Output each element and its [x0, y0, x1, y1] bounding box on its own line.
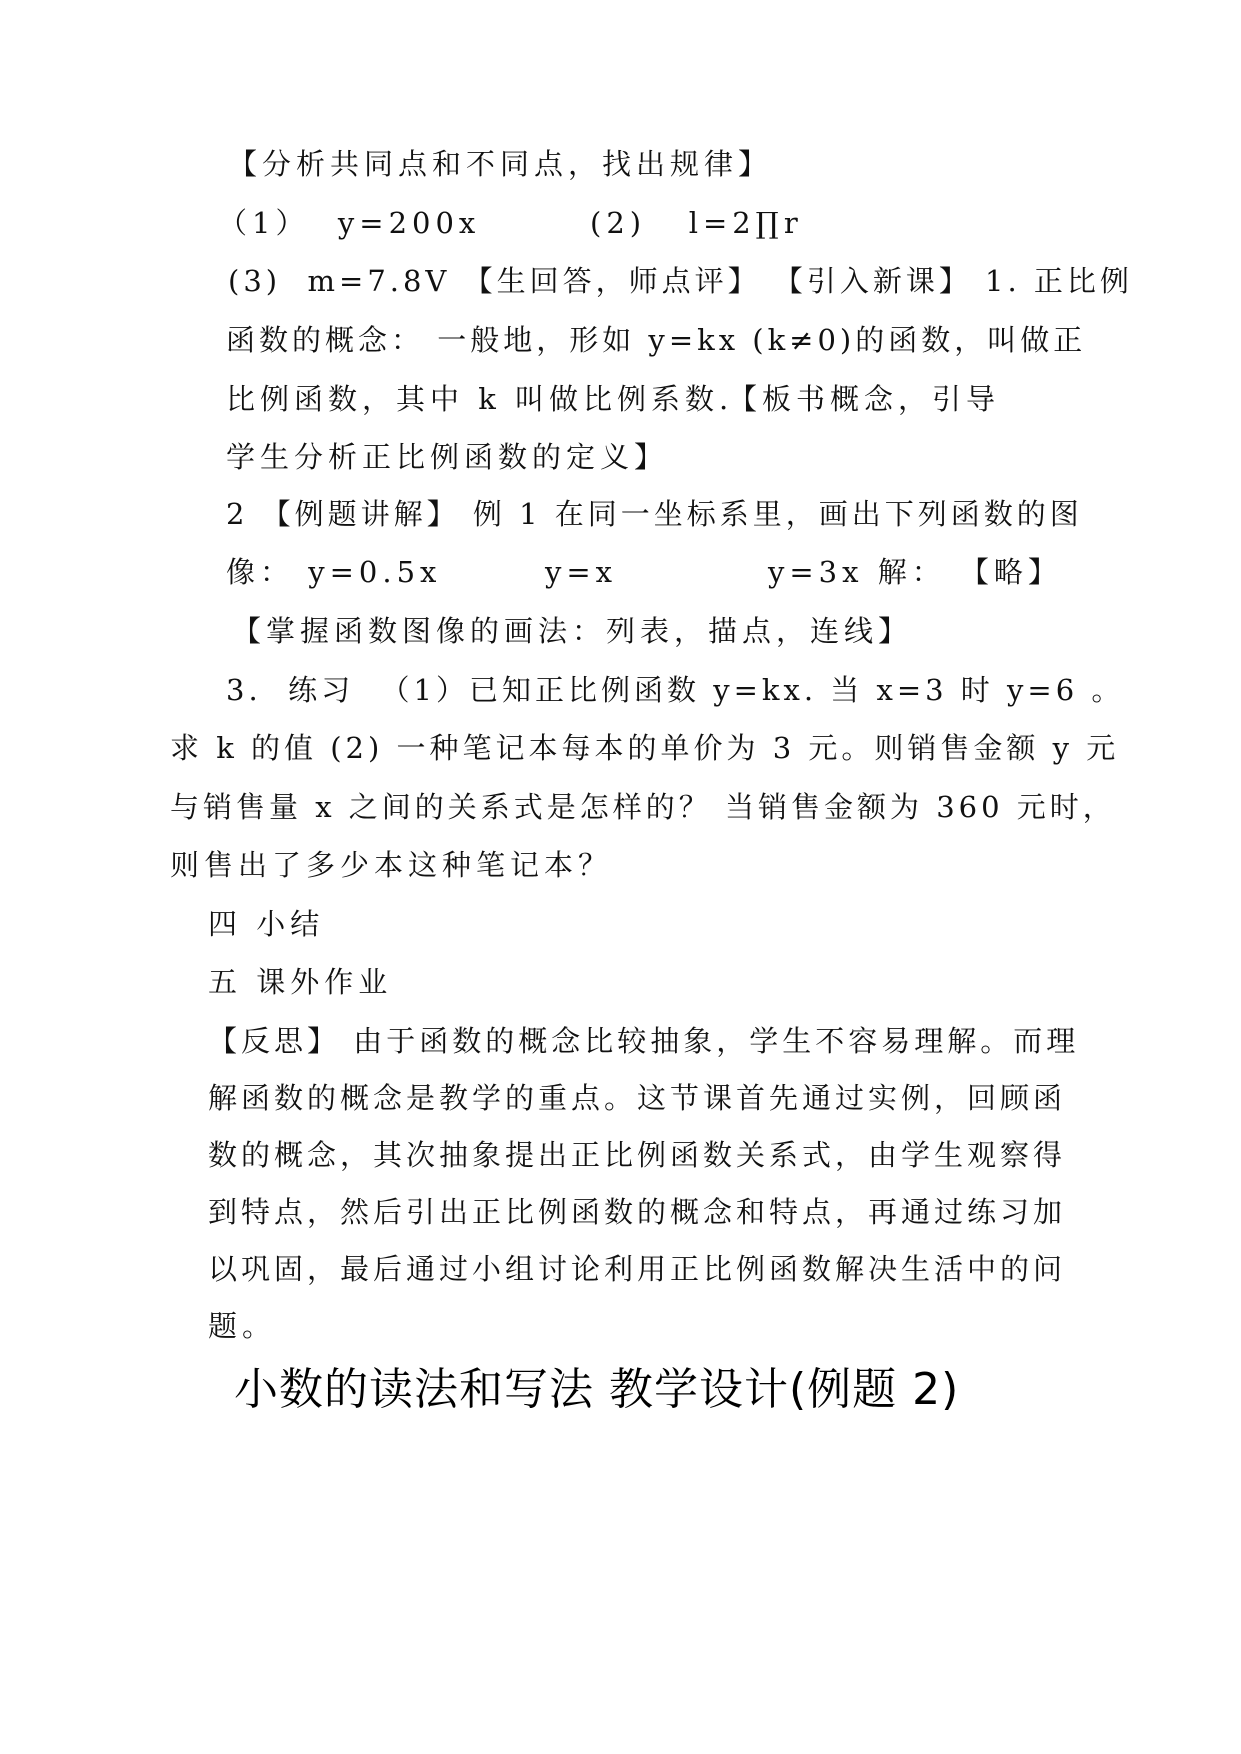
text-line: 解函数的概念是教学的重点。这节课首先通过实例，回顾函	[208, 1081, 1067, 1115]
text-line: 则售出了多少本这种笔记本？	[170, 848, 613, 882]
text-line: y=3x 解： 【略】	[768, 555, 1062, 589]
text-line: 学生分析正比例函数的定义】	[226, 440, 669, 474]
text-line: 以巩固，最后通过小组讨论利用正比例函数解决生活中的问	[208, 1252, 1067, 1286]
text-line: 函数的概念： 一般地，形如 y=kx (k≠0)的函数，叫做正	[226, 323, 1087, 357]
document-title: 小数的读法和写法 教学设计(例题 2)	[234, 1364, 960, 1415]
text-line: 到特点，然后引出正比例函数的概念和特点，再通过练习加	[208, 1195, 1067, 1229]
text-line: (2) l=2∏r	[590, 206, 803, 240]
text-line: 与销售量 x 之间的关系式是怎样的？ 当销售金额为 360 元时，	[170, 790, 1116, 824]
text-line: 【分析共同点和不同点，找出规律】	[228, 147, 773, 181]
text-line: 题。	[208, 1309, 277, 1343]
text-line: 【板书概念，引导	[728, 382, 1001, 416]
section-heading: 五 课外作业	[208, 965, 393, 999]
text-line: 比例函数，其中 k 叫做比例系数.	[226, 382, 734, 416]
text-line: 像： y=0.5x	[226, 555, 442, 589]
text-line: 【掌握函数图像的画法：列表，描点，连线】	[232, 614, 913, 648]
text-line: 数的概念，其次抽象提出正比例函数关系式，由学生观察得	[208, 1138, 1067, 1172]
section-heading: 四 小结	[208, 907, 325, 941]
text-line: 3. 练习 （1）已知正比例函数 y=kx. 当 x=3 时 y=6 。	[226, 673, 1125, 707]
text-line: 2 【例题讲解】 例 1 在同一坐标系里，画出下列函数的图	[226, 497, 1083, 531]
text-line: (3) m=7.8V 【生回答，师点评】 【引入新课】 1. 正比例	[228, 264, 1133, 298]
text-line: 【反思】 由于函数的概念比较抽象，学生不容易理解。而理	[208, 1024, 1080, 1058]
text-line: 求 k 的值 (2) 一种笔记本每本的单价为 3 元。则销售金额 y 元	[170, 731, 1120, 765]
text-line: y=x	[545, 555, 618, 589]
text-line: （1） y=200x	[218, 206, 481, 240]
